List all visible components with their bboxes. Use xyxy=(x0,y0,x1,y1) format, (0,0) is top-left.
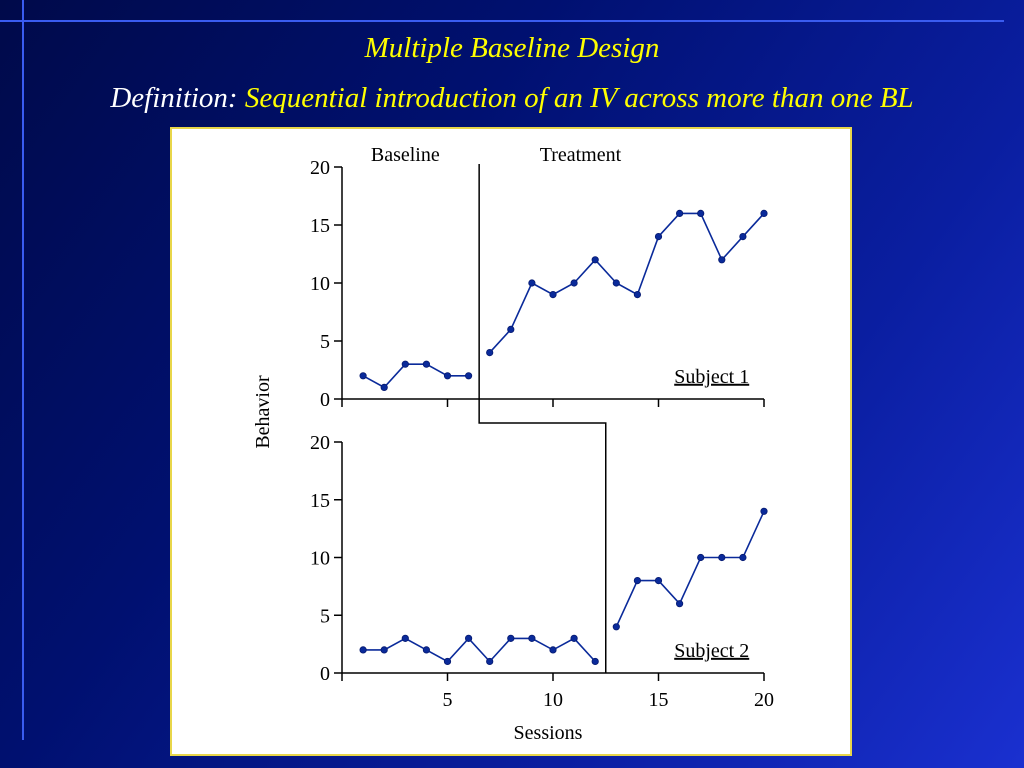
panel-1-data-point xyxy=(360,373,366,379)
panel-2-data-point xyxy=(592,658,598,664)
panel-1-data-point xyxy=(571,280,577,286)
chart-panel xyxy=(170,127,852,756)
panel-1-y-tick-label: 10 xyxy=(310,273,330,295)
phase-label-treatment: Treatment xyxy=(539,144,622,166)
panel-2-data-point xyxy=(740,554,746,560)
panel-2-series-treatment xyxy=(616,511,764,627)
panel-2-data-point xyxy=(676,601,682,607)
panel-2-data-point xyxy=(465,635,471,641)
x-tick-label: 20 xyxy=(754,689,774,711)
slide-title: Multiple Baseline Design xyxy=(364,32,660,64)
panel-1-y-tick-label: 15 xyxy=(310,215,330,237)
panel-1-data-point xyxy=(761,210,767,216)
panel-1-data-point xyxy=(655,233,661,239)
panel-2-y-tick-label: 15 xyxy=(310,489,330,512)
panel-1-data-point xyxy=(529,280,535,286)
panel-2-subject-label: Subject 2 xyxy=(674,639,750,662)
panel-1-data-point xyxy=(592,257,598,263)
top-rule xyxy=(0,20,1004,22)
panel-2-series-baseline xyxy=(363,638,595,661)
panel-1-y-tick-label: 20 xyxy=(310,157,330,179)
definition-term: Definition: xyxy=(110,82,238,114)
panel-1-data-point xyxy=(550,291,556,297)
panel-2-data-point xyxy=(360,647,366,653)
panel-2-data-point xyxy=(571,635,577,641)
panel-2-data-point xyxy=(655,577,661,583)
panel-2-data-point xyxy=(698,554,704,560)
panel-1-y-tick-label: 5 xyxy=(320,331,330,353)
panel-2-data-point xyxy=(444,658,450,664)
panel-1-y-tick-label: 0 xyxy=(320,389,330,411)
panel-2-y-tick-label: 20 xyxy=(310,432,330,454)
definition-text: Sequential introduction of an IV across more than one BL xyxy=(244,82,914,114)
panel-2-data-point xyxy=(402,635,408,641)
panel-1-data-point xyxy=(508,326,514,332)
panel-2-data-point xyxy=(634,577,640,583)
panel-1-data-point xyxy=(465,373,471,379)
panel-1-data-point xyxy=(423,361,429,367)
panel-1-data-point xyxy=(444,373,450,379)
x-tick-label: 10 xyxy=(543,689,563,711)
y-axis-title: Behavior xyxy=(252,375,274,449)
panel-2-y-tick-label: 0 xyxy=(320,663,330,685)
panel-2-data-point xyxy=(529,635,535,641)
panel-1-data-point xyxy=(676,210,682,216)
panel-1-subject-label: Subject 1 xyxy=(674,365,750,388)
phase-label-baseline: Baseline xyxy=(370,144,440,166)
panel-2-data-point xyxy=(613,624,619,630)
x-axis-title: Sessions xyxy=(513,722,583,744)
panel-1-data-point xyxy=(740,233,746,239)
panel-1-data-point xyxy=(402,361,408,367)
x-tick-label: 5 xyxy=(442,689,453,711)
panel-1-data-point xyxy=(634,291,640,297)
panel-2-data-point xyxy=(719,554,725,560)
panel-2-data-point xyxy=(423,647,429,653)
x-tick-label: 15 xyxy=(648,689,669,711)
panel-1-series-baseline xyxy=(363,364,469,387)
phase-change-line xyxy=(479,164,606,673)
slide-definition xyxy=(0,80,1024,116)
panel-1-data-point xyxy=(613,280,619,286)
panel-1-data-point xyxy=(381,384,387,390)
panel-2-data-point xyxy=(508,635,514,641)
panel-2-data-point xyxy=(550,647,556,653)
panel-2-y-tick-label: 10 xyxy=(310,547,330,570)
multiple-baseline-chart xyxy=(172,129,850,754)
panel-2-data-point xyxy=(487,658,493,664)
panel-2-data-point xyxy=(381,647,387,653)
panel-2-y-tick-label: 5 xyxy=(320,605,330,628)
panel-2-data-point xyxy=(761,508,767,514)
panel-1-data-point xyxy=(719,257,725,263)
panel-1-data-point xyxy=(698,210,704,216)
panel-1-data-point xyxy=(487,349,493,355)
